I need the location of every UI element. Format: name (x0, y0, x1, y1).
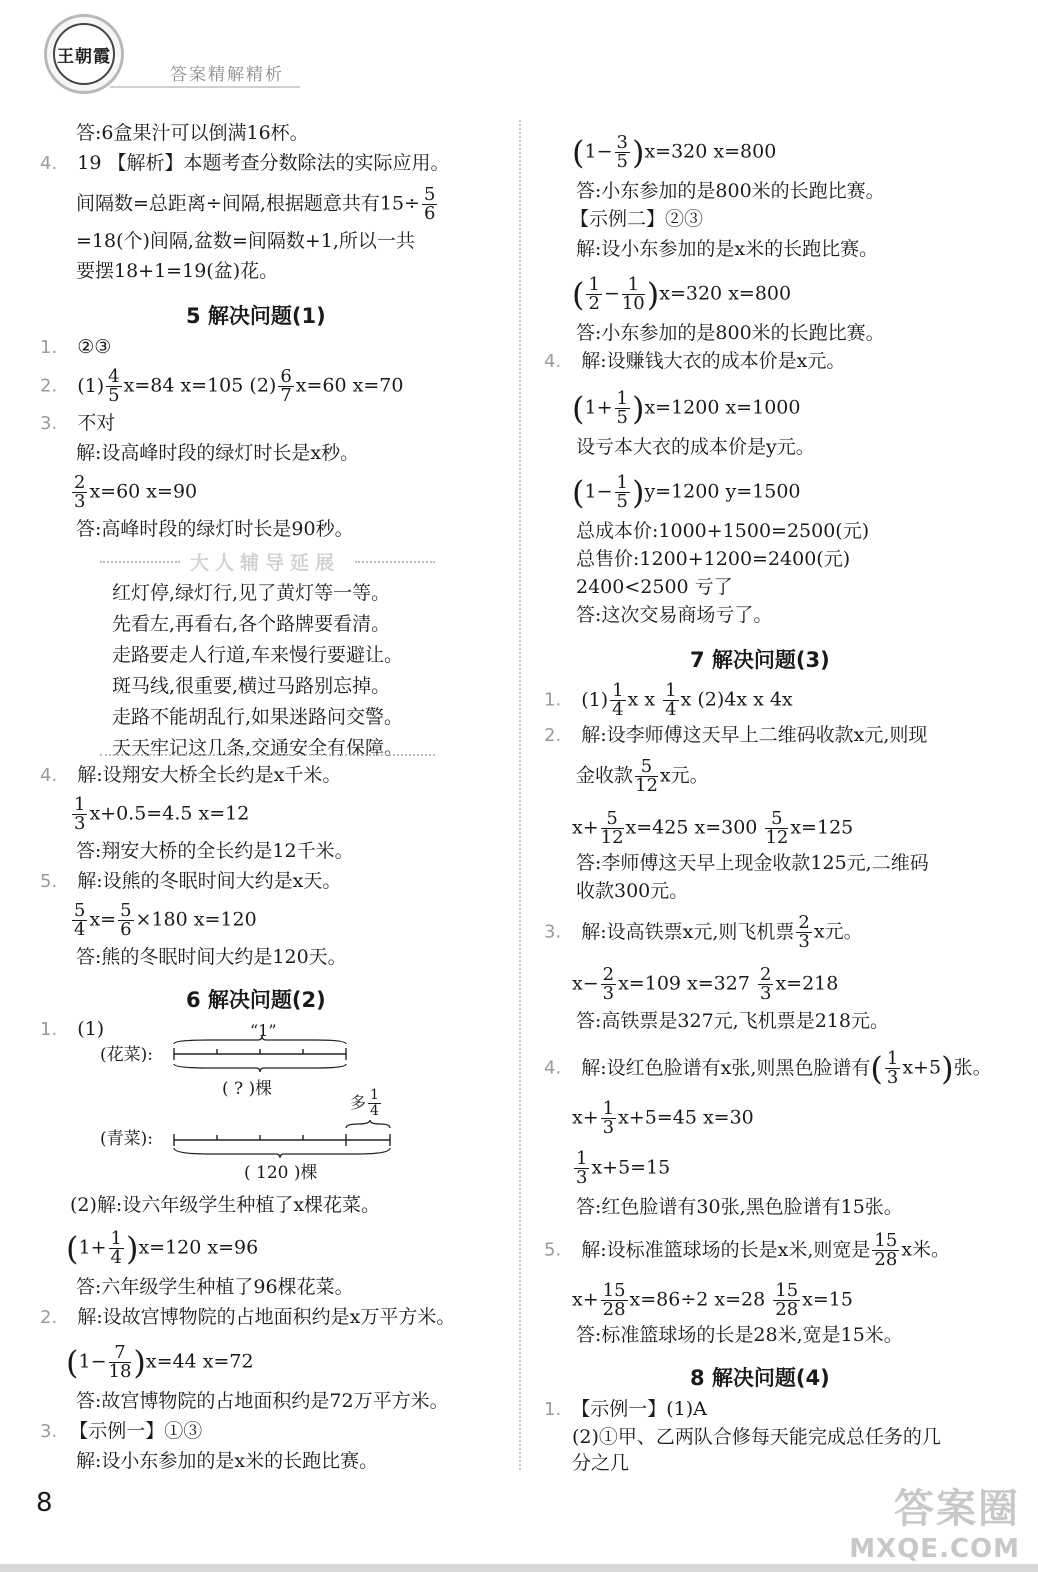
fraction: $\frac{15}{28}$ (602, 1280, 626, 1320)
item-1 (544, 1396, 707, 1423)
answer-text: 不对 (77, 412, 116, 434)
diagram-whole-label: “1” (250, 1021, 277, 1040)
fraction: $\frac{1}{2}$ (588, 274, 600, 314)
solution-line: 解:设小东参加的是x米的长跑比赛。 (576, 238, 879, 260)
solution-line: 设亏本大衣的成本价是y元。 (576, 436, 815, 458)
equation-text: 1− (78, 1350, 107, 1373)
paren: ( (572, 473, 585, 512)
solution-text: 张。 (953, 1056, 992, 1079)
fraction: $\frac{5}{6}$ (423, 184, 436, 224)
fraction: $\frac{2}{3}$ (798, 912, 810, 952)
item-3 (544, 914, 863, 951)
solution-text: 金收款 (576, 764, 634, 787)
item-3 (40, 410, 115, 437)
paren: ( (66, 1229, 79, 1268)
diagram-unknown-label: ( ? )棵 (222, 1079, 273, 1099)
solution-line (576, 758, 709, 795)
equation-text: x− (572, 972, 599, 995)
fraction: $\frac{1}{4}$ (110, 1228, 122, 1268)
answer-line: 答:小东参加的是800米的长跑比赛。 (576, 322, 885, 344)
answer-line: 答:标准篮球场的长是28米,宽是15米。 (576, 1324, 903, 1346)
equation-text: x=125 (790, 816, 854, 839)
section-title-6: 6 解决问题(2) (186, 988, 326, 1012)
item-number: 4. (40, 153, 58, 174)
fraction: $\frac{6}{7}$ (280, 366, 292, 406)
equation-line (572, 1100, 754, 1137)
item-number: 5. (40, 871, 58, 892)
solution-text: 解:设赚钱大衣的成本价是x元。 (581, 350, 846, 372)
equation-text: x=320 x=800 (644, 140, 777, 163)
fraction: $\frac{1}{10}$ (621, 274, 645, 314)
calc-line: 2400<2500 亏了 (576, 576, 733, 598)
equation-text: 1− (584, 480, 613, 503)
equation-line (70, 474, 197, 511)
equation-text: x+ (572, 816, 599, 839)
item-number: 3. (40, 413, 58, 434)
answer-text: 【示例一】①③ (69, 1420, 203, 1442)
answer-line: 答:故宫博物院的占地面积约是72万平方米。 (76, 1390, 449, 1412)
item-2 (544, 722, 927, 749)
item-1 (544, 682, 793, 719)
fraction: $\frac{5}{12}$ (600, 808, 624, 848)
fraction: $\frac{1}{4}$ (370, 1087, 379, 1119)
equation-line (572, 1282, 853, 1319)
fraction: $\frac{4}{5}$ (108, 366, 120, 406)
solution-text: x+5 (902, 1056, 942, 1079)
example-label: 【示例二】②③ (570, 208, 704, 230)
section-title-7: 7 解决问题(3) (690, 648, 830, 672)
fraction: $\frac{2}{3}$ (602, 964, 615, 1004)
item-4 (40, 762, 341, 789)
equation-text: 1+ (78, 1236, 107, 1259)
solution-text: 解:设故宫博物院的占地面积约是x万平方米。 (77, 1306, 456, 1328)
column-divider (519, 120, 521, 1470)
answer-text: (1) (77, 1018, 105, 1040)
answer-line: 答:小东参加的是800米的长跑比赛。 (576, 180, 885, 202)
fraction: $\frac{1}{4}$ (665, 680, 677, 720)
paren: ) (631, 473, 645, 512)
fraction: $\frac{5}{12}$ (635, 756, 658, 796)
equation-text: − (603, 282, 620, 305)
answer-line: 答:6盒果汁可以倒满16杯。 (76, 122, 309, 144)
solution-text: x元。 (659, 764, 709, 787)
explanation-text: 间隔数=总距离÷间隔,根据题意共有15÷ (76, 192, 420, 215)
item-4 (544, 348, 845, 375)
equation-text: x+5=45 x=30 (618, 1106, 754, 1129)
answer-text: x (2)4x x 4x (680, 688, 793, 711)
answer-text: x x (627, 688, 662, 711)
answer-line: 答:熊的冬眠时间大约是120天。 (76, 946, 347, 968)
fraction: $\frac{1}{3}$ (576, 1148, 588, 1188)
problem-4 (40, 150, 449, 177)
item-1 (40, 334, 111, 361)
answer-line: 答:高峰时段的绿灯时长是90秒。 (76, 518, 354, 540)
equation-text: x=218 (775, 972, 839, 995)
diagram-label-greens: (青菜): (100, 1129, 153, 1149)
item-2 (40, 368, 403, 405)
answer-line: 答:李师傅这天早上现金收款125元,二维码 (576, 852, 929, 874)
equation-text: x=120 x=96 (138, 1236, 259, 1259)
equation-text: x+0.5=4.5 x=12 (89, 802, 250, 825)
fraction: $\frac{5}{6}$ (120, 900, 132, 940)
watermark-logo: 答案圈 (894, 1486, 1020, 1532)
item-number: 2. (544, 725, 562, 746)
answer-line: 答:这次交易商场亏了。 (576, 604, 773, 626)
solution-text: 解:设标准篮球场的长是x米,则宽是 (581, 1238, 871, 1261)
solution-line: 解:设小东参加的是x米的长跑比赛。 (76, 1450, 379, 1472)
answer-line: 答:六年级学生种植了96棵花菜。 (76, 1276, 354, 1298)
paren: ( (572, 133, 585, 172)
paren: ) (125, 1229, 139, 1268)
diagram-total-label: ( 120 )棵 (244, 1163, 318, 1183)
item-1 (40, 1016, 104, 1043)
poem-line: 先看左,再看右,各个路牌要看清。 (112, 613, 391, 635)
fraction: $\frac{1}{3}$ (886, 1048, 899, 1088)
watermark (849, 1477, 1020, 1564)
solution-line: (2)解:设六年级学生种植了x棵花菜。 (70, 1194, 381, 1216)
fraction: $\frac{1}{4}$ (612, 680, 624, 720)
poem-line: 走路不能胡乱行,如果迷路问交警。 (112, 706, 404, 728)
fraction: $\frac{3}{5}$ (616, 132, 628, 172)
more-text: 多 (350, 1093, 367, 1112)
equation-line (66, 1230, 258, 1267)
item-5 (544, 1232, 950, 1269)
solution-text: 解:设熊的冬眠时间大约是x天。 (77, 870, 342, 892)
answer-line: 分之几 (572, 1452, 630, 1474)
solution-text: 解:设李师傅这天早上二维码收款x元,则现 (581, 724, 928, 746)
cauliflower-segment (170, 1036, 360, 1076)
equation-line (572, 1150, 670, 1187)
explanation-line: =18(个)间隔,盆数=间隔数+1,所以一共 (76, 230, 415, 252)
section-title-5: 5 解决问题(1) (186, 304, 326, 328)
equation-text: x=1200 x=1000 (644, 396, 801, 419)
equation-text: x=109 x=327 (618, 972, 756, 995)
page-number: 8 (36, 1488, 53, 1518)
equation-text: x=60 x=90 (89, 480, 198, 503)
item-3 (40, 1418, 202, 1445)
equation-line (572, 474, 801, 511)
answer-text: x=84 x=105 (2) (123, 374, 277, 397)
item-number: 3. (40, 1421, 58, 1442)
equation-text: x= (89, 908, 117, 931)
equation-text: 1− (584, 140, 613, 163)
fraction: $\frac{1}{3}$ (602, 1098, 615, 1138)
fraction: $\frac{5}{4}$ (74, 900, 86, 940)
poem-rule-right (355, 561, 435, 563)
fraction: $\frac{2}{3}$ (74, 472, 86, 512)
fraction: $\frac{5}{12}$ (765, 808, 789, 848)
watermark-url: MXQE.COM (849, 1534, 1020, 1564)
diagram-label-cauliflower: (花菜): (100, 1045, 153, 1065)
equation-line (572, 810, 853, 847)
item-number: 2. (40, 375, 58, 397)
explanation-line: 要摆18+1=19(盆)花。 (76, 260, 279, 282)
answer-text: 【示例一】(1)A (571, 1398, 707, 1420)
publisher-logo (44, 14, 124, 94)
paren: ) (631, 389, 645, 428)
answer-line: 答:翔安大桥的全长约是12千米。 (76, 840, 354, 862)
paren: ) (133, 1343, 146, 1382)
section-title-8: 8 解决问题(4) (690, 1366, 830, 1390)
bottom-bar (0, 1564, 1038, 1572)
solution-text: x元。 (813, 920, 863, 943)
answer-line: 答:高铁票是327元,飞机票是218元。 (576, 1010, 889, 1032)
poem-rule-left (100, 561, 180, 563)
header-rule (110, 86, 300, 88)
item-number: 3. (544, 921, 562, 943)
solution-text: 解:设翔安大桥全长约是x千米。 (77, 764, 342, 786)
poem-line: 天天牢记这几条,交通安全有保障。 (112, 737, 404, 759)
equation-line (572, 390, 800, 427)
paren: ) (646, 275, 660, 314)
equation-text: x=86÷2 x=28 (629, 1288, 772, 1311)
poem-line: 斑马线,很重要,横过马路别忘掉。 (112, 675, 391, 697)
poem-line: 走路要走人行道,车来慢行要避让。 (112, 644, 404, 666)
item-4 (544, 1050, 992, 1087)
fraction: $\frac{1}{3}$ (74, 794, 86, 834)
equation-line (70, 902, 257, 939)
equation-text: x=44 x=72 (145, 1350, 254, 1373)
paren: ) (941, 1049, 954, 1088)
answer-line: (2)①甲、乙两队合修每天能完成总任务的几 (572, 1426, 941, 1448)
equation-text: x=15 (802, 1288, 853, 1311)
poem-rule-bottom (100, 754, 435, 756)
item-number: 4. (544, 1057, 562, 1079)
item-number: 2. (40, 1307, 58, 1328)
equation-text: x=425 x=300 (625, 816, 764, 839)
logo-text: 王朝霞 (53, 23, 115, 85)
solution-text: 解:设红色脸谱有x张,则黑色脸谱有 (581, 1056, 871, 1079)
header-title: 答案精解精析 (170, 65, 284, 85)
answer-line: 答:红色脸谱有30张,黑色脸谱有15张。 (576, 1196, 903, 1218)
paren: ( (572, 389, 585, 428)
equation-line (70, 796, 249, 833)
fraction: $\frac{1}{5}$ (616, 472, 628, 512)
poem-title: 大人辅导延展 (190, 552, 341, 574)
item-5 (40, 868, 341, 895)
paren: ( (870, 1049, 883, 1088)
paren: ( (66, 1343, 79, 1382)
item-2 (40, 1304, 455, 1331)
greens-segment (170, 1118, 395, 1160)
item-number: 4. (40, 765, 58, 786)
equation-text: x=320 x=800 (659, 282, 792, 305)
equation-text: 1+ (584, 396, 613, 419)
calc-line: 总成本价:1000+1500=2500(元) (576, 520, 870, 542)
equation-text: y=1200 y=1500 (644, 480, 801, 503)
equation-text: x+ (572, 1106, 599, 1129)
fraction: $\frac{2}{3}$ (759, 964, 772, 1004)
item-number: 1. (40, 1019, 58, 1040)
problem-text: 19 【解析】本题考查分数除法的实际应用。 (77, 152, 450, 174)
solution-text: 解:设高铁票x元,则飞机票 (581, 920, 795, 943)
answer-line: 收款300元。 (576, 880, 689, 902)
equation-line (572, 276, 791, 313)
answer-text: (1) (581, 688, 609, 711)
equation-line (572, 134, 776, 171)
solution-line: 解:设高峰时段的绿灯时长是x秒。 (76, 442, 360, 464)
item-number: 1. (544, 689, 562, 711)
equation-text: ×180 x=120 (135, 908, 257, 931)
fraction: $\frac{1}{5}$ (616, 388, 628, 428)
fraction: $\frac{15}{28}$ (775, 1280, 799, 1320)
solution-text: x米。 (901, 1238, 951, 1261)
diagram-more-label (350, 1088, 383, 1119)
explanation-line (76, 186, 439, 223)
poem-line: 红灯停,绿灯行,见了黄灯等一等。 (112, 582, 391, 604)
item-number: 1. (544, 1399, 562, 1420)
item-number: 5. (544, 1239, 562, 1261)
item-number: 4. (544, 351, 562, 372)
fraction: $\frac{7}{18}$ (108, 1342, 132, 1382)
equation-line (66, 1344, 254, 1381)
answer-text: (1) (77, 374, 105, 397)
equation-text: x+5=15 (591, 1156, 671, 1179)
fraction: $\frac{15}{28}$ (874, 1230, 898, 1270)
calc-line: 总售价:1200+1200=2400(元) (576, 548, 851, 570)
equation-text: x+ (572, 1288, 599, 1311)
paren: ) (631, 133, 645, 172)
equation-line (572, 966, 838, 1003)
answer-text: x=60 x=70 (295, 374, 404, 397)
paren: ( (572, 275, 585, 314)
answer-text: ②③ (77, 336, 112, 358)
item-number: 1. (40, 337, 58, 358)
